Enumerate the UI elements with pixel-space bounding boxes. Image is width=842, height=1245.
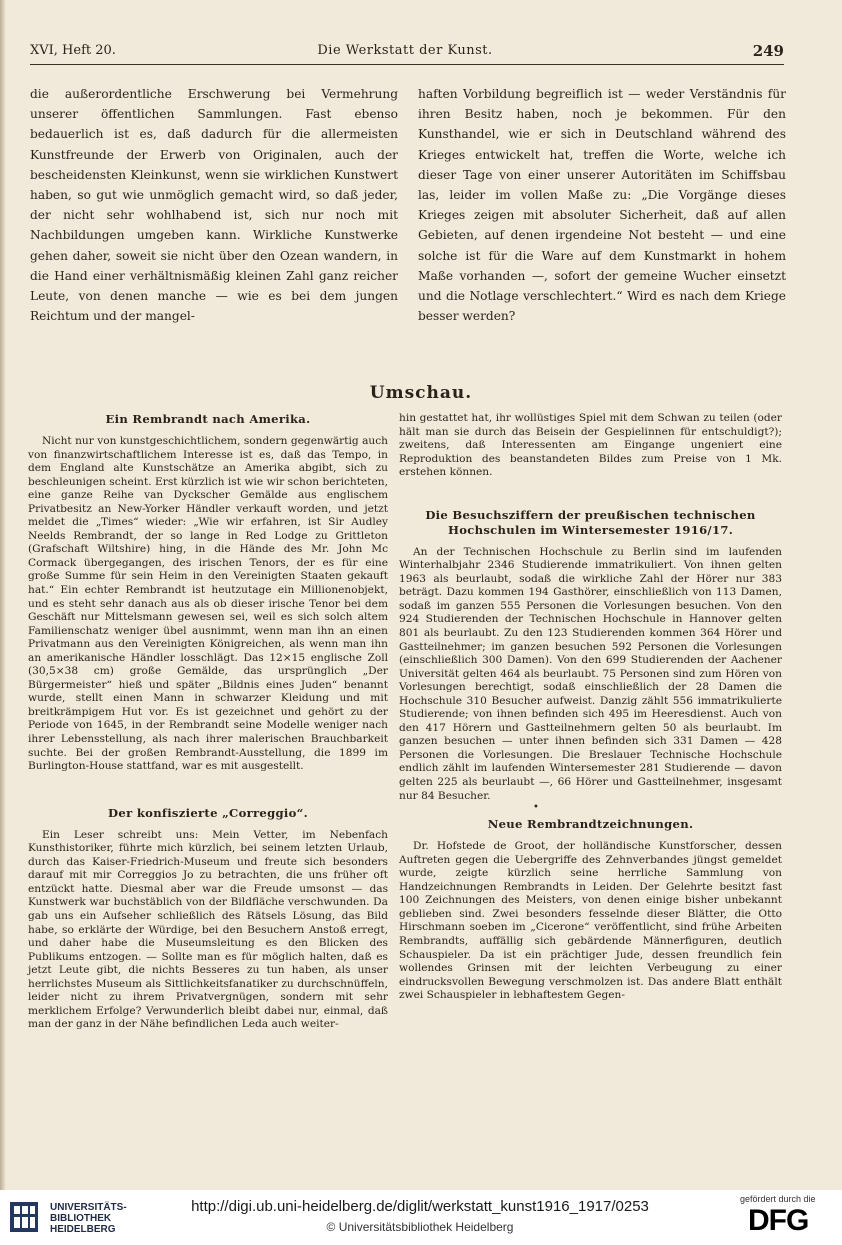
article-body-correggio-continued: hin gestattet hat, ihr wollüstiges Spiel mit dem Schwan zu teilen (oder hält man sie durch das Beisein der Gespielinnen für entschuldigt?); zweitens, daß Interessenten am Eingange ungeniert eine Reproduktion des beanstandeten Bildes zum Preise von 1 Mk. erstehen können. <box>399 412 782 479</box>
article-title-besuchsziffern: Die Besuchsziffern der preußischen technischen Hochschulen im Wintersemester 1916/17. <box>425 507 756 537</box>
header-rule <box>30 64 784 65</box>
article-body-rembrandt: Nicht nur von kunstgeschichtlichem, sondern gegenwärtig auch von finanzwirtschaftlichem Interesse ist es, daß das Tempo, in dem England alte Kunstschätze an Amerika abgibt, sich zu beschleunigen scheint. Erst kürzlich ist wie wir schon berichteten, eine ganze Reihe van Dyckscher Gemälde aus englischem Privatbesitz an New-Yorker Händler verkauft worden, und jetzt meldet die „Times“ wieder: „Wie wir erfahren, ist Sir Audley Neelds Rembrandt, der so lange in Red Lodge zu Grittleton (Grafschaft Wiltshire) hing, in die Hände des Mr. John Mc Cormack übergegangen, des irischen Tenors, der es für eine große Summe für sein Heim in den Vereinigten Staaten gekauft hat.“ Ein echter Rembrandt ist heutzutage ein Millionenobjekt, und es steht sehr danach aus als ob dieser irische Tenor bei dem Geschäft nur Mittelsmann gewesen sei, weil es sich solch altem Familienschatz weniger übel ausnimmt, wenn man ihn an einen Privatmann aus den Vereinigten Königreichen, als wenn man ihn an amerikanische Händler losschlägt. Das 12×15 englische Zoll (30,5×38 cm) große Gemälde, das ursprünglich „Der Bürgermeister“ hieß und später „Bildnis eines Juden“ benannt wurde, stellt einen Mann in schwarzer Kleidung und mit breitkrämpigem Hut vor. Es ist gezeichnet und gehört zu der Periode von 1645, in der Rembrandt seine Modelle weniger nach ihrer Lebensstellung, als nach ihrer malerischen Brauchbarkeit suchte. Bei der großen Rembrandt-Ausstellung, die 1899 im Burlington-House stattfand, war es mit ausgestellt. <box>28 435 388 773</box>
running-head <box>30 42 784 61</box>
article-title-zeichnungen: Neue Rembrandtzeichnungen. <box>487 817 694 832</box>
top-column-right: haften Vorbildung begreiflich ist — weder Verständnis für ihren Besitz haben, noch je bekommen. Für den Kunsthandel, wie er sich in Deutschland während des Krieges entwickelt hat, treffen die Worte, welche ich dieser Tage von einer unserer Autoritäten im Schiffsbau las, leider im vollen Maße zu: „Die Vorgänge dieses Krieges zeigen mit absoluter Sicherheit, daß auf allen Gebieten, auf denen irgendeine Not besteht — und eine solche ist für die Ware auf dem Kunstmarkt in hohem Maße vorhanden —, sofort der gemeine Wucher einsetzt und die Notlage verschlechtert.“ Wird es nach dem Kriege besser werden? <box>418 87 786 324</box>
separator-dot: • <box>533 802 539 814</box>
article-title-correggio: Der konfiszierte „Correggio“. <box>108 805 308 820</box>
article-body-zeichnungen: Dr. Hofstede de Groot, der holländische Kunstforscher, dessen Auftreten gegen die Uebergriffe des Zehnverbandes jüngst gemeldet wurde, zeigte kürzlich seine herrliche Sammlung von Handzeichnungen Rembrandts in Leiden. Der Gelehrte besitzt fast 100 Zeichnungen des Meisters, von denen einige bisher unbekannt geblieben sind. Zwei besonders fesselnde dieser Blätter, die Otto Hirschmann soeben im „Cicerone“ veröffentlicht, sind frühe Arbeiten Rembrandts, auffällig sich gebärdende Männerfiguren, deutlich Schauspieler. Da ist ein prächtiger Jude, dessen freundlich fein wollendes Grinsen mit der leichten Verbeugung zu einer eindrucksvollen Bewegung verschmolzen ist. Das andere Blatt enthält zwei Schauspieler in lebhaftestem Gegen- <box>399 840 782 1002</box>
funder-note: gefördert durch die <box>740 1194 816 1204</box>
library-emblem-icon <box>8 1198 42 1238</box>
issue-label: XVI, Heft 20. <box>30 43 116 58</box>
article-title-rembrandt: Ein Rembrandt nach Amerika. <box>105 412 311 426</box>
page-edge-shadow <box>0 0 6 1190</box>
dfg-logo[interactable]: DFG <box>748 1204 809 1237</box>
column-left <box>28 412 388 1032</box>
column-right <box>399 412 782 1003</box>
journal-title: Die Werkstatt der Kunst. <box>317 43 493 58</box>
viewer-footer <box>0 1190 842 1245</box>
article-body-besuchsziffern: An der Technischen Hochschule zu Berlin sind im laufenden Winterhalbjahr 2346 Studierende immatrikuliert. Von ihnen gelten 1963 als beurlaubt, sodaß die wirkliche Zahl der Hörer nur 383 beträgt. Dazu kommen 194 Gasthörer, einschließlich von 113 Damen, sodaß im ganzen 555 Personen die Vorlesungen besuchen. Von den 924 Studierenden der Technischen Hochschule in Hannover gelten 801 als beurlaubt. Zu den 123 Studierenden kommen 364 Hörer und Gastteilnehmer; im ganzen besuchen 592 Personen die Vorlesungen (einschließlich 300 Damen). Von den 699 Studierenden der Aachener Universität gelten 464 als beurlaubt. 75 Personen sind zum Hören von Vorlesungen berechtigt, sodaß einschließlich der 28 Damen die Hochschule 310 Besucher aufweist. Danzig zählt 556 immatrikulierte Studierende; von ihnen befinden sich 495 im Heeresdienst. Auch von den 417 Hörern und Gastteilnehmern gelten 50 als beurlaubt. Im ganzen besuchen — unter ihnen befinden sich 331 Damen — 428 Personen die Vorlesungen. Die Breslauer Technische Hochschule endlich zählt im laufenden Wintersemester 281 Studierende — davon gelten 225 als beurlaubt —, 66 Hörer und Gastteilnehmer, insgesamt nur 84 Besucher. <box>399 545 782 802</box>
permalink-url[interactable]: http://digi.ub.uni-heidelberg.de/diglit/werkstatt_kunst1916_1917/0253 <box>191 1198 649 1215</box>
article-body-correggio: Ein Leser schreibt uns: Mein Vetter, im Nebenfach Kunsthistoriker, führte mich kürzlich, bei seinem letzten Urlaub, durch das Kaiser-Friedrich-Museum und freute sich besonders darauf mit mir Correggios Jo zu betrachten, die uns früher oft entzückt hatte. Diesmal aber war die Freude umsonst — das Kunstwerk war buchstäblich von der Bildfläche verschwunden. Da gab uns ein Aufseher schließlich des Rätsels Lösung, das Bild habe, so erklärte der Würdige, bei den Besuchern Anstoß erregt, und daher habe die Museumsleitung es den Blicken des Publikums entzogen. — Sollte man es für möglich halten, daß es jetzt Leute gibt, die nichts Besseres zu tun haben, als unser herrlichstes Museum als Sittlichkeitsfanatiker zu durchschnüffeln, leider nicht zu ihrem Privatvergnügen, sondern mit sehr merklichem Erfolge? Verwunderlich bleibt dabei nur, einmal, daß man der ganz in der Nähe befindlichen Leda auch weiter- <box>28 828 388 1031</box>
library-name <box>50 1202 127 1235</box>
library-logo[interactable] <box>8 1198 148 1238</box>
copyright-notice: © Universitätsbibliothek Heidelberg <box>326 1220 514 1234</box>
library-name-text: UNIVERSITÄTS- BIBLIOTHEK HEIDELBERG <box>50 1202 127 1235</box>
page-number: 249 <box>752 42 784 60</box>
top-column-left: die außerordentliche Erschwerung bei Vermehrung unserer öffentlichen Sammlungen. Fast ebenso bedauerlich ist es, daß dadurch für die allermeisten Kunstfreunde der Erwerb von Originalen, auch der bescheidensten Kleinkunst, wenn sie wirklichen Kunstwert haben, so gut wie unmöglich gemacht wird, so daß jeder, der nicht sehr wohlhabend ist, sich nur noch mit Nachbildungen umgeben kann. Wirkliche Kunstwerke gehen daher, soweit sie nicht über den Ozean wandern, in die Hand einer verhältnismäßig kleinen Zahl ganz reicher Leute, von denen manche — wie es bei dem jungen Reichtum und der mangel- <box>30 87 398 324</box>
section-title: Umschau. <box>369 383 473 403</box>
